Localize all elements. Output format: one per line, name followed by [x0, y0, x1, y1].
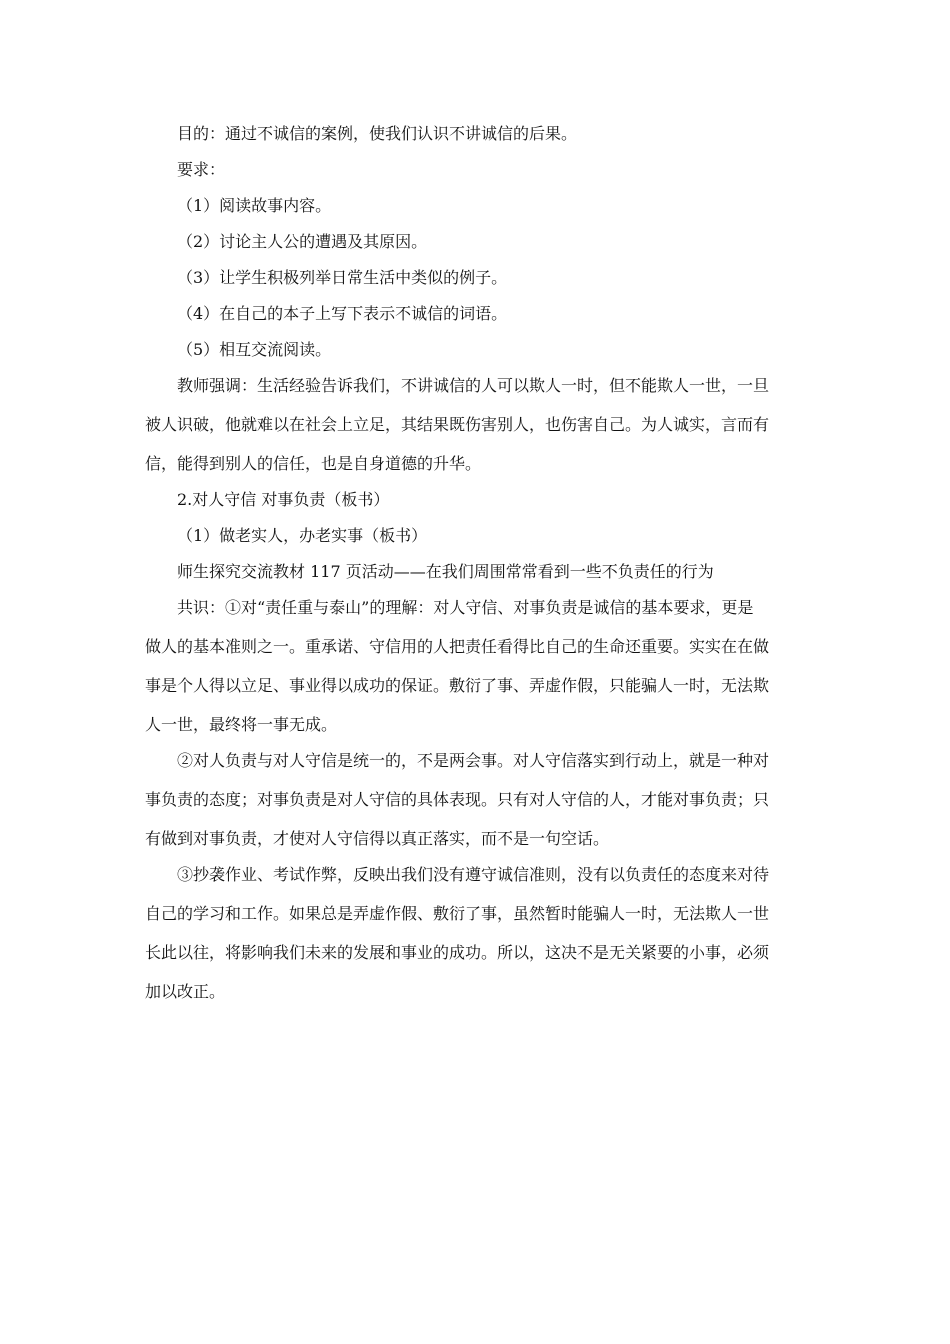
requirement-item-2: （2）讨论主人公的遭遇及其原因。 — [177, 232, 428, 251]
requirement-item-5: （5）相互交流阅读。 — [177, 340, 332, 359]
subsection-heading: （1）做老实人，办老实事（板书） — [177, 526, 428, 545]
consensus-paragraph-1 — [145, 598, 807, 735]
requirements-label: 要求： — [177, 160, 226, 179]
paragraph-line: 信，能得到别人的信任，也是自身道德的升华。 — [145, 454, 482, 473]
section-heading: 2.对人守信 对事负责（板书） — [177, 490, 390, 509]
paragraph-line: 教师强调：生活经验告诉我们，不讲诚信的人可以欺人一时，但不能欺人一世，一旦 — [177, 376, 770, 395]
paragraph-line: 人一世，最终将一事无成。 — [145, 715, 338, 734]
paragraph-line: 长此以往，将影响我们未来的发展和事业的成功。所以，这决不是无关紧要的小事，必须 — [145, 943, 770, 962]
consensus-paragraph-3 — [145, 865, 807, 1002]
requirement-item-1: （1）阅读故事内容。 — [177, 196, 332, 215]
paragraph-line: 被人识破，他就难以在社会上立足，其结果既伤害别人，也伤害自己。为人诚实，言而有 — [145, 415, 770, 434]
requirement-item-3: （3）让学生积极列举日常生活中类似的例子。 — [177, 268, 508, 287]
requirement-item-4: （4）在自己的本子上写下表示不诚信的词语。 — [177, 304, 508, 323]
consensus-paragraph-2 — [145, 751, 807, 849]
paragraph-line: 做人的基本准则之一。重承诺、守信用的人把责任看得比自己的生命还重要。实实在在做 — [145, 637, 770, 656]
paragraph-line: ②对人负责与对人守信是统一的，不是两会事。对人守信落实到行动上，就是一种对 — [177, 751, 770, 770]
paragraph-line: 事是个人得以立足、事业得以成功的保证。敷衍了事、弄虚作假，只能骗人一时，无法欺 — [145, 676, 770, 695]
paragraph-line: ③抄袭作业、考试作弊，反映出我们没有遵守诚信准则，没有以负责任的态度来对待 — [177, 865, 770, 884]
paragraph-line: 有做到对事负责，才使对人守信得以真正落实，而不是一句空话。 — [145, 829, 610, 848]
document-body — [145, 124, 807, 1018]
activity-line: 师生探究交流教材 117 页活动——在我们周围常常看到一些不负责任的行为 — [177, 562, 714, 581]
paragraph-line: 自己的学习和工作。如果总是弄虚作假、敷衍了事，虽然暂时能骗人一时，无法欺人一世 — [145, 904, 770, 923]
paragraph-line: 加以改正。 — [145, 982, 226, 1001]
paragraph-line: 共识：①对“责任重与泰山”的理解：对人守信、对事负责是诚信的基本要求，更是 — [177, 598, 754, 617]
purpose-line: 目的：通过不诚信的案例，使我们认识不讲诚信的后果。 — [177, 124, 578, 143]
teacher-emphasis-paragraph — [145, 376, 807, 474]
paragraph-line: 事负责的态度；对事负责是对人守信的具体表现。只有对人守信的人，才能对事负责；只 — [145, 790, 770, 809]
